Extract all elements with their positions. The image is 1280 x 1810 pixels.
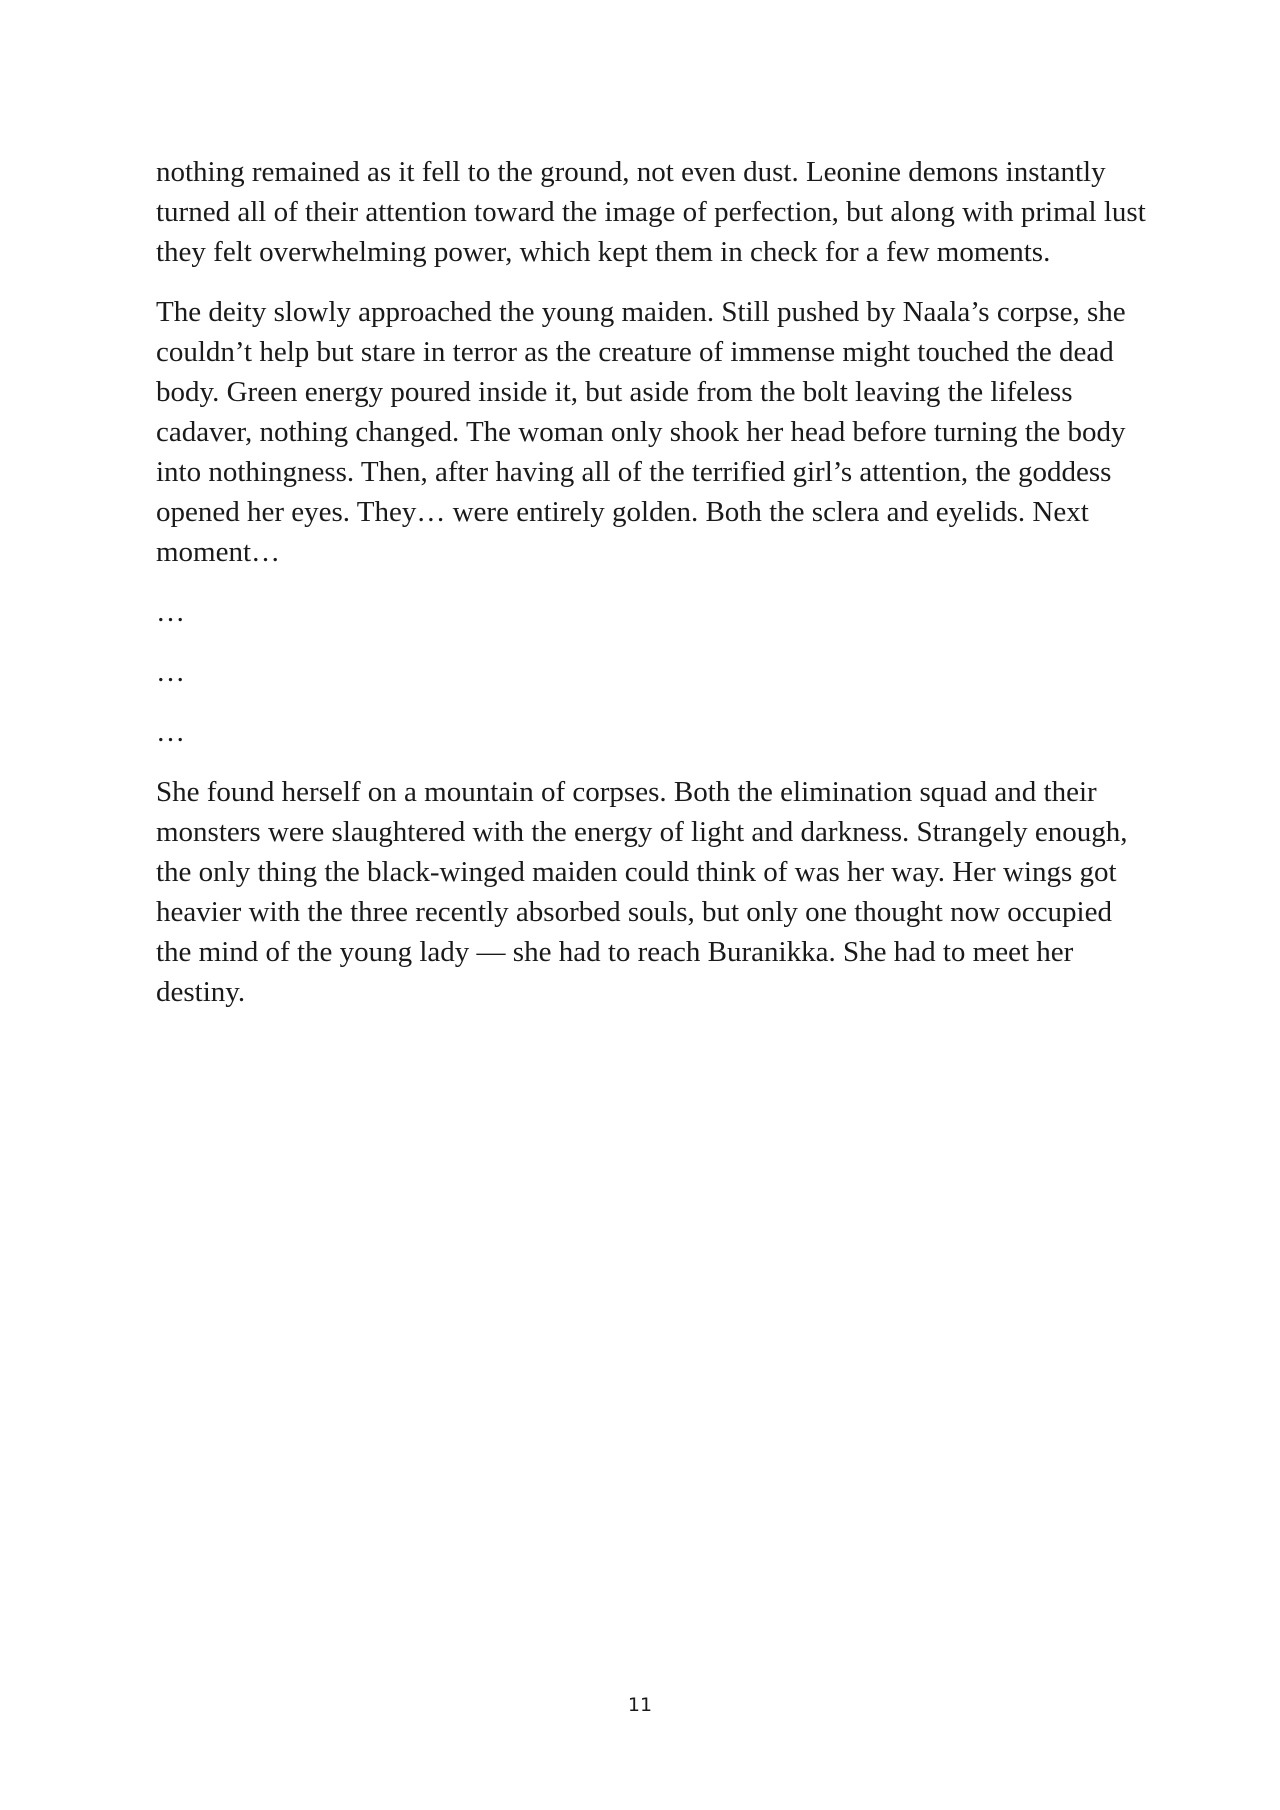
ellipsis-3: …: [156, 716, 186, 748]
body-text: [156, 152, 1146, 1032]
paragraph-3: She found herself on a mountain of corpses. Both the elimination squad and their monsters were slaughtered with the energy of light and darkness. Strangely enough, the only thing the black-winged maiden could think of was her way. Her wings got heavier with the three recently absorbed souls, but only one thought now occupied the mind of the young lady — she had to reach Buranikka. She had to meet her destiny.: [156, 776, 1128, 1008]
ellipsis-1: …: [156, 596, 186, 628]
ellipsis-2: …: [156, 656, 186, 688]
paragraph-1: nothing remained as it fell to the ground, not even dust. Leonine demons instantly turned all of their attention toward the image of perfection, but along with primal lust they felt overwhelming power, which kept them in check for a few moments.: [156, 156, 1146, 268]
paragraph-2: The deity slowly approached the young maiden. Still pushed by Naala’s corpse, she couldn’t help but stare in terror as the creature of immense might touched the dead body. Green energy poured inside it, but aside from the bolt leaving the lifeless cadaver, nothing changed. The woman only shook her head before turning the body into nothingness. Then, after having all of the terrified girl’s attention, the goddess opened her eyes. They… were entirely golden. Both the sclera and eyelids. Next moment…: [156, 296, 1126, 568]
page-number: 11: [627, 1694, 653, 1716]
